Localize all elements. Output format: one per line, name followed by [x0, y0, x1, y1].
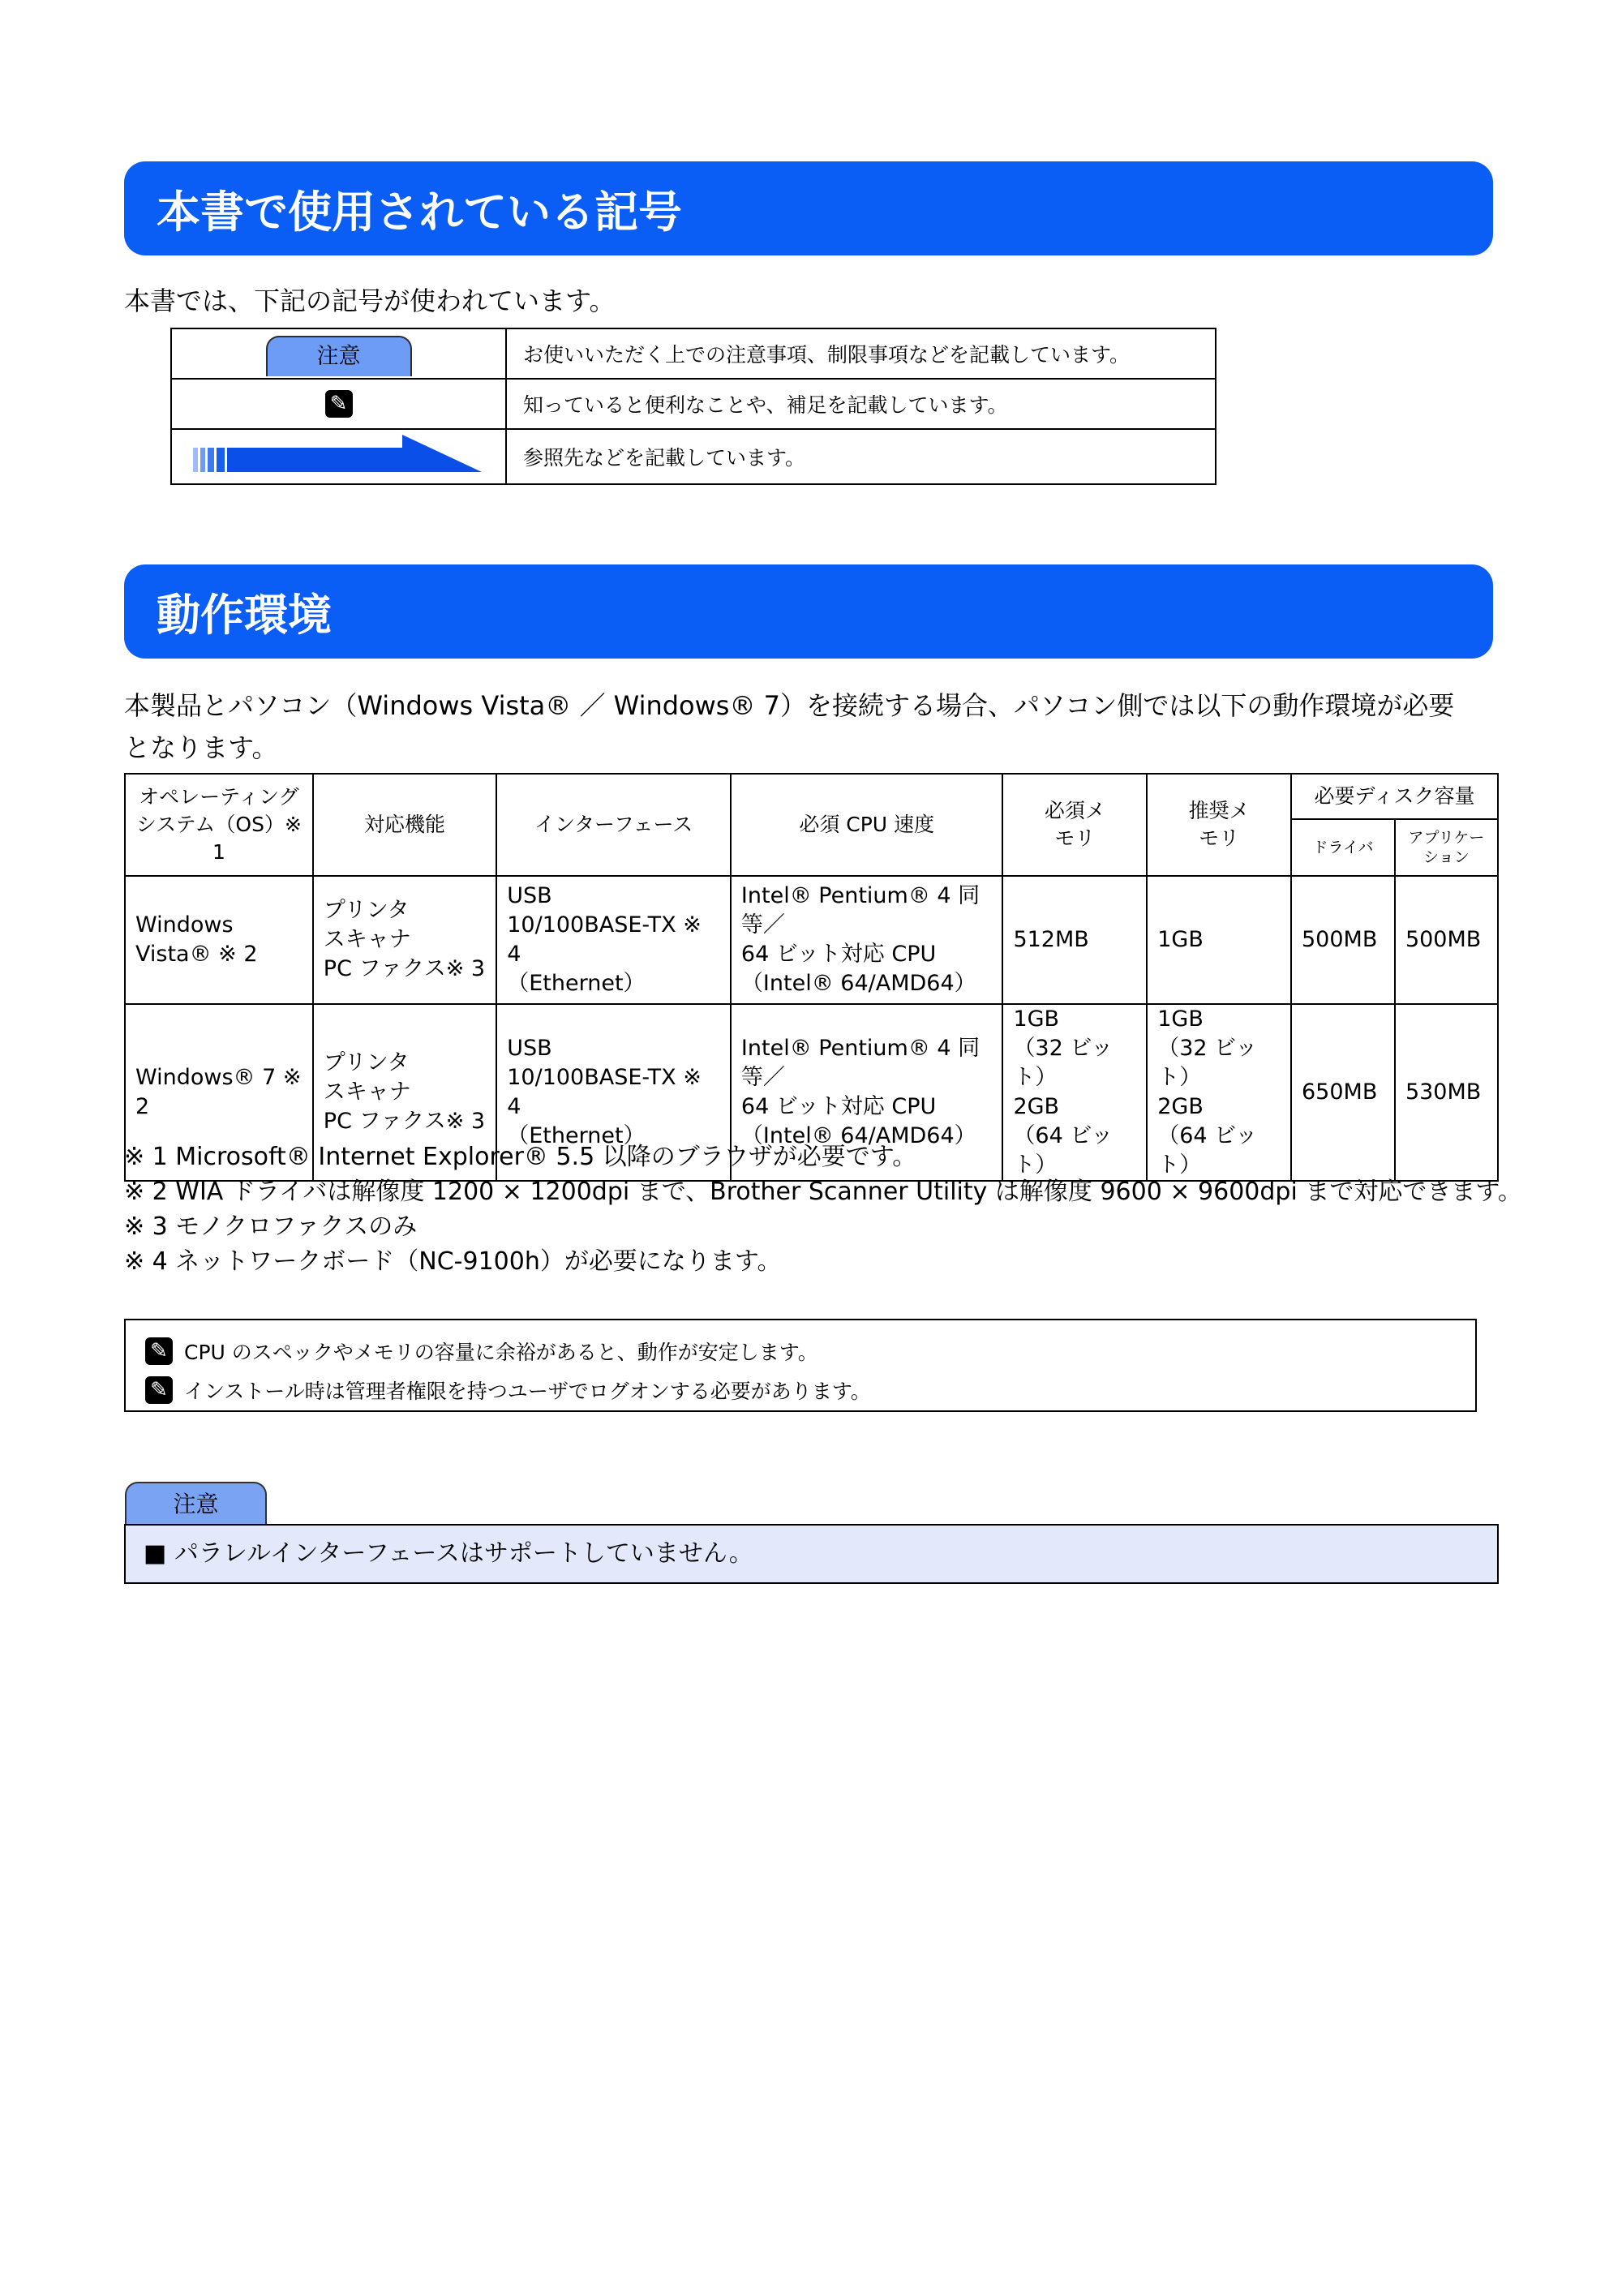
header-cpu: 必須 CPU 速度 [731, 774, 1003, 876]
cell-disk-app: 500MB [1395, 876, 1498, 1004]
cell-function: プリンタ スキャナ PC ファクス※ 3 [313, 1004, 496, 1181]
header-disk-app: アプリケーション [1395, 819, 1498, 876]
memo-icon: ✎ [145, 1376, 173, 1404]
footnote: ※ 1 Microsoft® Internet Explorer® 5.5 以降のブラウザが必要です。 [124, 1143, 917, 1171]
environment-lead [124, 685, 1454, 769]
symbol-description: 参照先などを記載しています。 [506, 429, 1216, 484]
cell-mem-required: 512MB [1002, 876, 1147, 1004]
header-interface: インターフェース [496, 774, 731, 876]
footnote: ※ 4 ネットワークボード（NC-9100h）が必要になります。 [124, 1247, 782, 1276]
cell-interface: USB 10/100BASE-TX ※ 4 （Ethernet） [496, 876, 731, 1004]
symbol-icon-cell [171, 429, 506, 484]
memo-icon: ✎ [145, 1337, 173, 1365]
requirements-table [124, 773, 1499, 1182]
caution-box: ■ パラレルインターフェースはサポートしていません。 [124, 1524, 1499, 1584]
caution-tab-label: 注意 [125, 1482, 267, 1524]
cell-cpu: Intel® Pentium® 4 同等／ 64 ビット対応 CPU （Intel® 64/AMD64） [731, 876, 1003, 1004]
cell-os: Windows® 7 ※ 2 [125, 1004, 313, 1181]
memo-item: ✎ CPU のスペックやメモリの容量に余裕があると、動作が安定します。 [145, 1332, 1475, 1371]
footnote: ※ 2 WIA ドライバは解像度 1200 × 1200dpi まで、Brother Scanner Utility は解像度 9600 × 9600dpi まで対応できます。 [124, 1178, 1522, 1206]
symbol-row [171, 429, 1216, 484]
reference-arrow-icon [193, 430, 485, 479]
cell-function: プリンタ スキャナ PC ファクス※ 3 [313, 876, 496, 1004]
symbol-description: 知っていると便利なことや、補足を記載しています。 [506, 379, 1216, 429]
symbol-row [171, 328, 1216, 379]
header-os: オペレーティングシステム（OS）※ 1 [125, 774, 313, 876]
section-title-environment: 動作環境 [124, 564, 1493, 659]
cell-mem-recommended: 1GB （32 ビット） 2GB （64 ビット） [1147, 1004, 1291, 1181]
cell-disk-app: 530MB [1395, 1004, 1498, 1181]
symbol-table [170, 328, 1216, 485]
memo-item: ✎ インストール時は管理者権限を持つユーザでログオンする必要があります。 [145, 1371, 1475, 1410]
cell-interface: USB 10/100BASE-TX ※ 4 （Ethernet） [496, 1004, 731, 1181]
cell-mem-required: 1GB （32 ビット） 2GB （64 ビット） [1002, 1004, 1147, 1181]
memo-icon: ✎ [325, 390, 353, 418]
footnote: ※ 3 モノクロファクスのみ [124, 1212, 418, 1241]
header-disk: 必要ディスク容量 [1291, 774, 1498, 819]
environment-lead-line1: 本製品とパソコン（Windows Vista® ／ Windows® 7）を接続する場合、パソコン側では以下の動作環境が必要 [124, 690, 1455, 721]
header-mem-required: 必須メモリ [1002, 774, 1147, 876]
footnotes [124, 1139, 1522, 1279]
cell-os: Windows Vista® ※ 2 [125, 876, 313, 1004]
symbol-icon-cell [171, 379, 506, 429]
memo-box [124, 1319, 1477, 1412]
symbol-row [171, 379, 1216, 429]
header-mem-recommended: 推奨メモリ [1147, 774, 1291, 876]
cell-cpu: Intel® Pentium® 4 同等／ 64 ビット対応 CPU （Intel® 64/AMD64） [731, 1004, 1003, 1181]
cell-disk-driver: 500MB [1291, 876, 1395, 1004]
table-row [125, 876, 1498, 1004]
cell-disk-driver: 650MB [1291, 1004, 1395, 1181]
caution-tab-icon: 注意 [266, 336, 412, 376]
section-lead: 本書では、下記の記号が使われています。 [124, 285, 616, 316]
header-disk-driver: ドライバ [1291, 819, 1395, 876]
header-function: 対応機能 [313, 774, 496, 876]
section-title-symbols: 本書で使用されている記号 [124, 161, 1493, 255]
environment-lead-line2: となります。 [124, 732, 278, 763]
table-header-row [125, 774, 1498, 819]
cell-mem-recommended: 1GB [1147, 876, 1291, 1004]
symbol-description: お使いいただく上での注意事項、制限事項などを記載しています。 [506, 328, 1216, 379]
symbol-icon-cell [171, 328, 506, 379]
